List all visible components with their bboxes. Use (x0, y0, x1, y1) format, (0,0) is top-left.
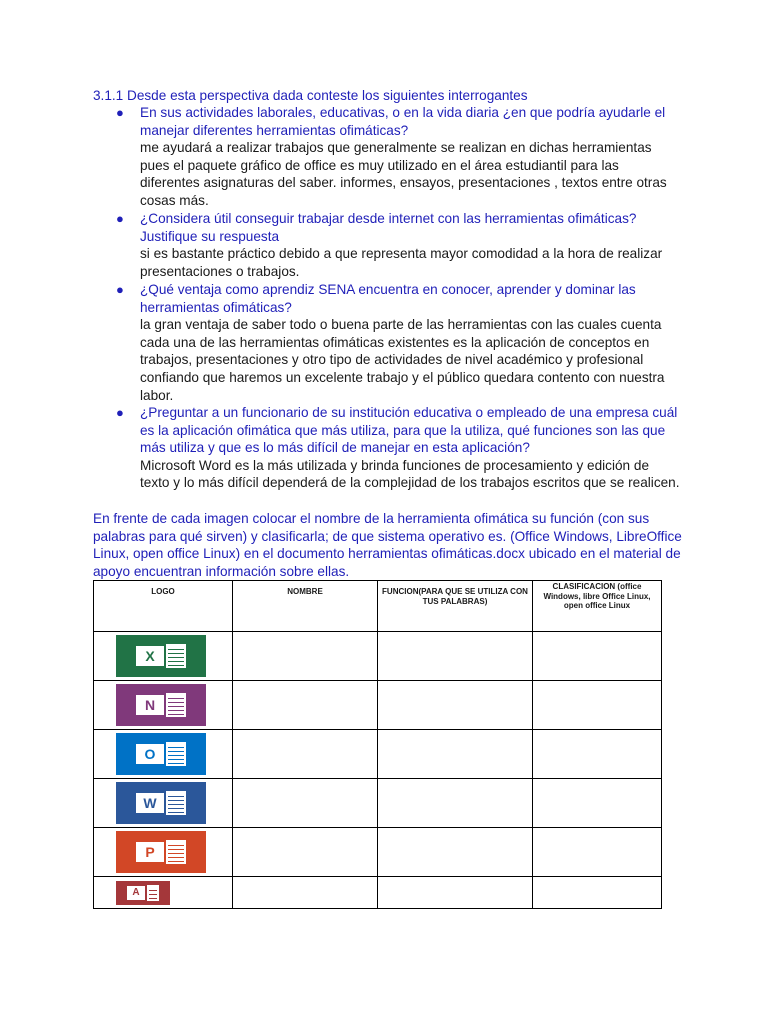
section-title: 3.1.1 Desde esta perspectiva dada conteste los siguientes interrogantes (93, 88, 528, 103)
answer-text: Microsoft Word es la más utilizada y brinda funciones de procesamiento y edición de texto y lo más difícil dependerá de la complejidad de los trabajos escritos que se realicen. (140, 457, 680, 491)
funcion-cell[interactable] (378, 730, 533, 779)
clasificacion-cell[interactable] (533, 632, 662, 681)
nombre-cell[interactable] (233, 730, 378, 779)
onenote-logo-icon (116, 684, 206, 726)
sheet-icon (147, 885, 159, 901)
clasificacion-cell[interactable] (533, 681, 662, 730)
logo-letter: O (136, 744, 164, 764)
answer-text: si es bastante práctico debido a que representa mayor comodidad a la hora de realizar presentaciones o trabajos. (140, 246, 663, 279)
word-logo-icon (116, 782, 206, 824)
table-row (94, 779, 662, 828)
logo-cell (94, 730, 233, 779)
question-item (116, 104, 682, 210)
clasificacion-cell[interactable] (533, 779, 662, 828)
nombre-cell[interactable] (233, 877, 378, 909)
logo-letter: P (136, 842, 164, 862)
header-clasificacion: CLASIFICACION (office Windows, libre Office Linux, open office Linux (533, 581, 662, 632)
question-item (116, 210, 682, 280)
question-text: ¿Considera útil conseguir trabajar desde internet con las herramientas ofimáticas? Justifique su respuesta (140, 211, 637, 244)
table-row (94, 632, 662, 681)
question-item (116, 281, 682, 404)
funcion-cell[interactable] (378, 632, 533, 681)
header-nombre: NOMBRE (233, 581, 378, 632)
bullet-icon: ● (116, 405, 124, 420)
answer-text: la gran ventaja de saber todo o buena parte de las herramientas con las cuales cuenta cada una de las herramientas ofimáticas existentes es la aplicación de conceptos en trabajos, presentaciones y otro tipo de actividades de nivel académico y profesional confiando que haremos un excelente trabajo y el público quedara contento con nuestra labor. (140, 317, 665, 403)
logo-cell (94, 779, 233, 828)
table-row (94, 730, 662, 779)
access-logo-icon (116, 881, 170, 905)
header-logo: LOGO (94, 581, 233, 632)
answer-text: me ayudará a realizar trabajos que generalmente se realizan en dichas herramientas pues el paquete gráfico de office es muy utilizado en el área estudiantil para las diferentes asignaturas del saber. informes, ensayos, presentaciones , textos entre otras cosas más. (140, 140, 667, 208)
table-header-row (94, 581, 662, 632)
clasificacion-cell[interactable] (533, 730, 662, 779)
tools-table (93, 580, 662, 909)
logo-letter: X (136, 646, 164, 666)
sheet-icon (166, 644, 186, 668)
question-item (116, 404, 682, 492)
question-text: ¿Preguntar a un funcionario de su institución educativa o empleado de una empresa cuál es la aplicación ofimática que más utiliza, para que la utiliza, qué funciones son las que más utiliza y que es lo más difícil de manejar en esta aplicación? (140, 405, 678, 456)
logo-cell (94, 828, 233, 877)
table-row (94, 877, 662, 909)
bullet-icon: ● (116, 282, 124, 297)
sheet-icon (166, 791, 186, 815)
nombre-cell[interactable] (233, 779, 378, 828)
outlook-logo-icon (116, 733, 206, 775)
funcion-cell[interactable] (378, 681, 533, 730)
logo-letter: A (127, 886, 145, 900)
funcion-cell[interactable] (378, 779, 533, 828)
question-text: ¿Qué ventaja como aprendiz SENA encuentra en conocer, aprender y dominar las herramientas ofimáticas? (140, 282, 636, 315)
bullet-icon: ● (116, 105, 124, 120)
powerpoint-logo-icon (116, 831, 206, 873)
header-funcion: FUNCION(PARA QUE SE UTILIZA CON TUS PALABRAS) (378, 581, 533, 632)
sheet-icon (166, 693, 186, 717)
logo-cell (94, 877, 233, 909)
bullet-icon: ● (116, 211, 124, 226)
nombre-cell[interactable] (233, 681, 378, 730)
nombre-cell[interactable] (233, 828, 378, 877)
question-text: En sus actividades laborales, educativas, o en la vida diaria ¿en que podría ayudarle el manejar diferentes herramientas ofimáticas? (140, 105, 666, 138)
logo-cell (94, 681, 233, 730)
funcion-cell[interactable] (378, 877, 533, 909)
sheet-icon (166, 840, 186, 864)
logo-letter: N (136, 695, 164, 715)
sheet-icon (166, 742, 186, 766)
logo-cell (94, 632, 233, 681)
nombre-cell[interactable] (233, 632, 378, 681)
excel-logo-icon (116, 635, 206, 677)
logo-letter: W (136, 793, 164, 813)
clasificacion-cell[interactable] (533, 877, 662, 909)
funcion-cell[interactable] (378, 828, 533, 877)
table-row (94, 828, 662, 877)
table-row (94, 681, 662, 730)
clasificacion-cell[interactable] (533, 828, 662, 877)
instructions-paragraph: En frente de cada imagen colocar el nombre de la herramienta ofimática su función (con sus palabras para qué sirven) y clasificarla; de que sistema operativo es. (Office Windows, LibreOffice Linux, open office Linux) en el documento herramientas ofimáticas.docx ubicado en el material de apoyo encuentran información sobre ellas. (93, 511, 682, 579)
